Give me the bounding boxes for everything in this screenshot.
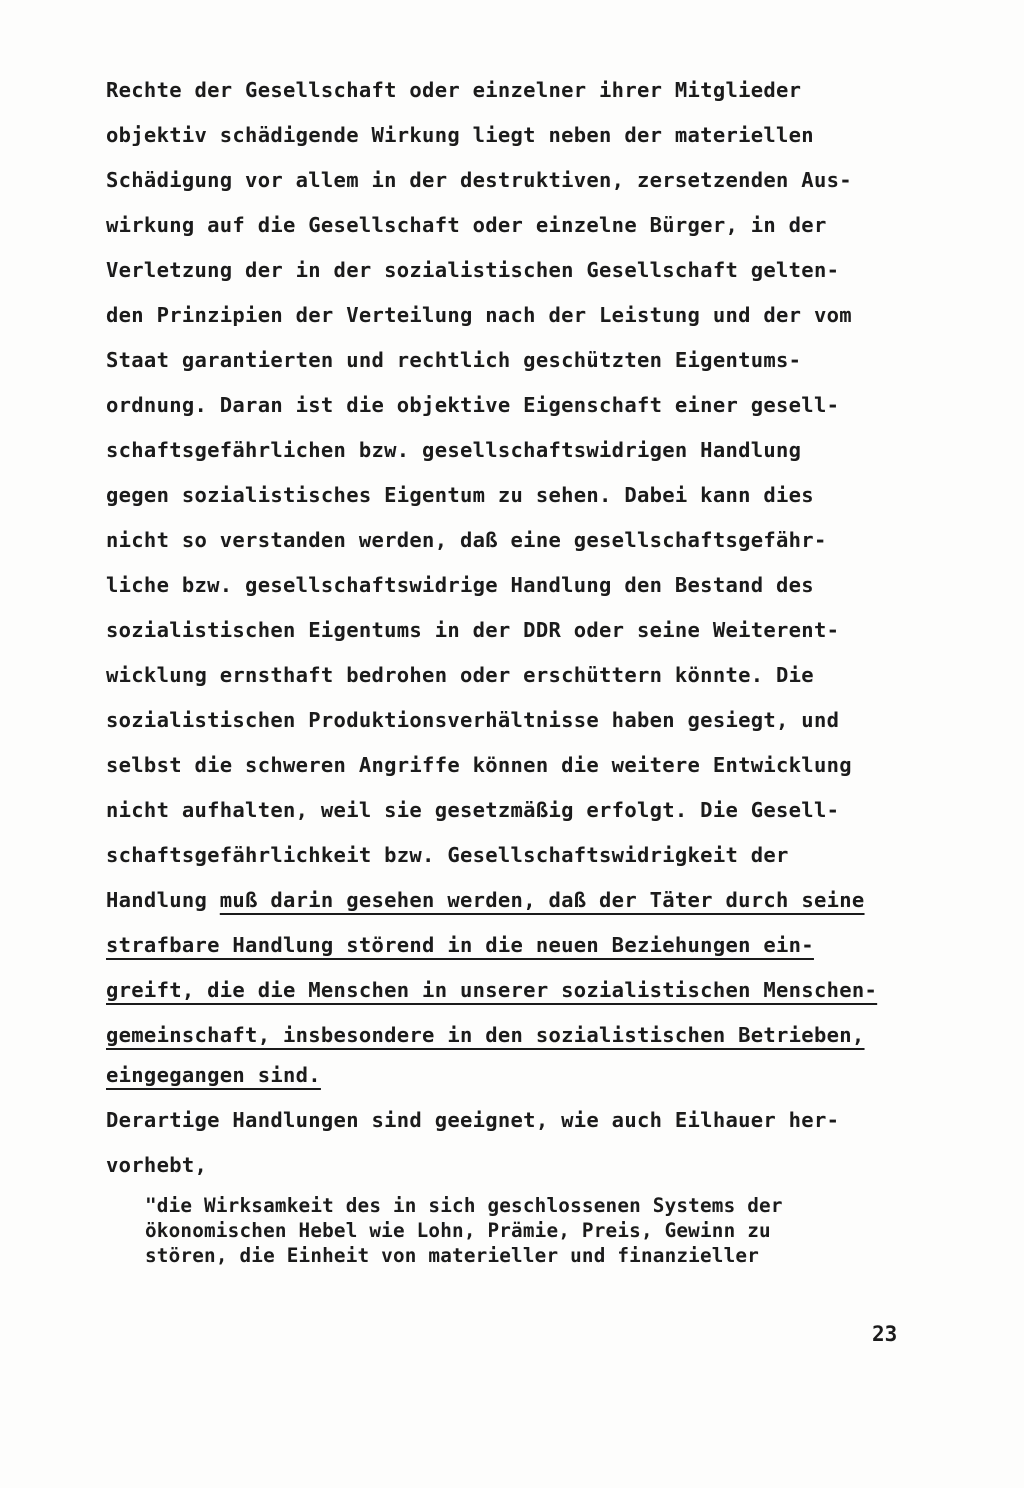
underlined-line-4: eingegangen sind.: [106, 1063, 321, 1087]
underlined-line-1: strafbare Handlung störend in die neuen Beziehungen ein-: [106, 933, 814, 957]
body-line-8: ordnung. Daran ist die objektive Eigenschaft einer gesell-: [106, 393, 840, 417]
after-line-1: Derartige Handlungen sind geeignet, wie auch Eilhauer her-: [106, 1108, 840, 1132]
body-line-18: schaftsgefährlichkeit bzw. Gesellschaftswidrigkeit der: [106, 843, 789, 867]
body-line-14: wicklung ernsthaft bedrohen oder erschüttern könnte. Die: [106, 663, 814, 687]
page-number: 23: [872, 1322, 898, 1346]
underlined-start-text: muß darin gesehen werden, daß der Täter durch seine: [219, 888, 865, 912]
quote-line-3: stören, die Einheit von materieller und finanzieller: [145, 1244, 760, 1267]
body-line-17: nicht aufhalten, weil sie gesetzmäßig erfolgt. Die Gesell-: [106, 798, 840, 822]
body-line-9: schaftsgefährlichen bzw. gesellschaftswidrigen Handlung: [106, 438, 802, 462]
body-line-5: Verletzung der in der sozialistischen Gesellschaft gelten-: [106, 258, 840, 282]
body-line-3: Schädigung vor allem in der destruktiven, zersetzenden Aus-: [106, 168, 852, 192]
underlined-line-2: greift, die die Menschen in unserer sozialistischen Menschen-: [106, 978, 878, 1002]
body-line-1: Rechte der Gesellschaft oder einzelner ihrer Mitglieder: [106, 78, 802, 102]
underlined-line-3: gemeinschaft, insbesondere in den sozialistischen Betrieben,: [106, 1023, 865, 1047]
body-line-7: Staat garantierten und rechtlich geschützten Eigentums-: [106, 348, 802, 372]
body-line-12: liche bzw. gesellschaftswidrige Handlung den Bestand des: [106, 573, 814, 597]
body-line-16: selbst die schweren Angriffe können die weitere Entwicklung: [106, 753, 852, 777]
body-line-4: wirkung auf die Gesellschaft oder einzelne Bürger, in der: [106, 213, 827, 237]
body-line-10: gegen sozialistisches Eigentum zu sehen. Dabei kann dies: [106, 483, 814, 507]
underlined-start-plain: Handlung: [106, 888, 220, 912]
underlined-start-line: [106, 890, 865, 911]
quote-line-1: "die Wirksamkeit des in sich geschlossenen Systems der: [145, 1194, 783, 1217]
after-line-2: vorhebt,: [106, 1153, 208, 1177]
body-line-11: nicht so verstanden werden, daß eine gesellschaftsgefähr-: [106, 528, 827, 552]
quote-line-2: ökonomischen Hebel wie Lohn, Prämie, Preis, Gewinn zu: [145, 1219, 771, 1242]
body-line-6: den Prinzipien der Verteilung nach der Leistung und der vom: [106, 303, 852, 327]
body-line-15: sozialistischen Produktionsverhältnisse haben gesiegt, und: [106, 708, 840, 732]
body-line-13: sozialistischen Eigentums in der DDR oder seine Weiterent-: [106, 618, 840, 642]
body-line-2: objektiv schädigende Wirkung liegt neben der materiellen: [106, 123, 814, 147]
